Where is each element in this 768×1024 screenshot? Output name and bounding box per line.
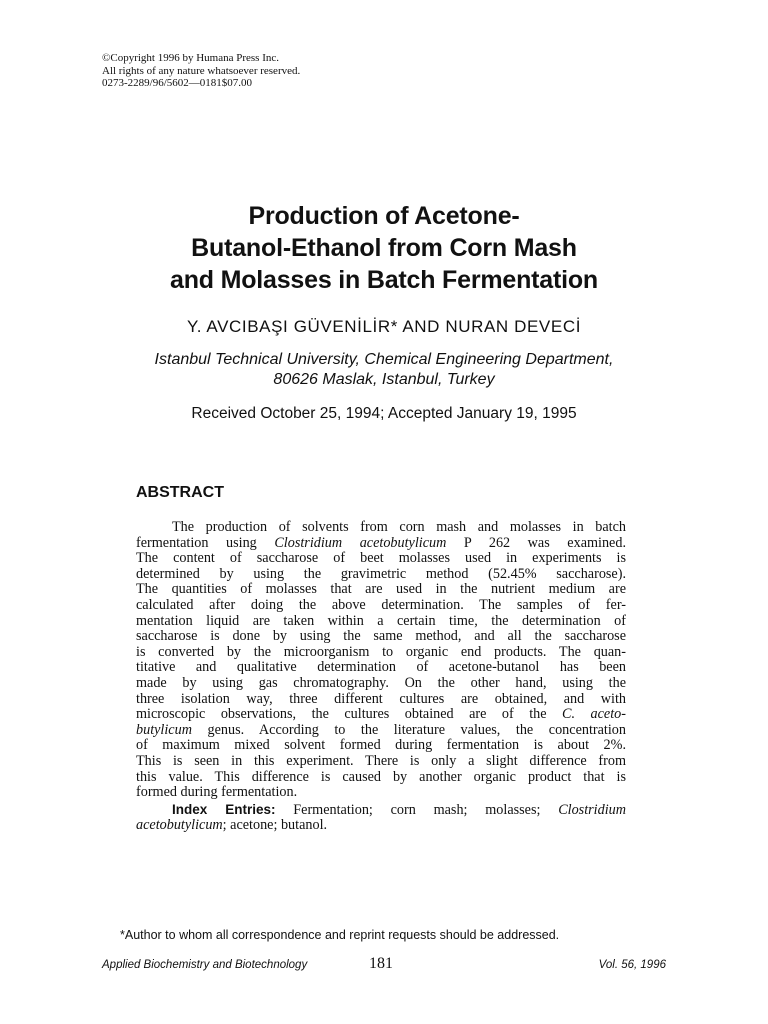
abstract-line: titative and qualitative determination of acetone-butanol has been	[136, 659, 626, 676]
paper-title	[0, 200, 768, 296]
volume-info: Vol. 56, 1996	[598, 959, 666, 971]
author-list: Y. AVCIBAŞI GÜVENİLİR* AND NURAN DEVECİ	[186, 317, 582, 336]
issn-line: 0273-2289/96/5602—0181$07.00	[102, 77, 253, 89]
abstract-line: made by using gas chromatography. On the other hand, using the	[136, 674, 626, 691]
affiliation	[0, 350, 768, 390]
abstract-line: calculated after doing the above determination. The samples of fer-	[136, 596, 626, 613]
abstract-line: The quantities of molasses that are used in the nutrient medium are	[136, 581, 626, 598]
abstract-line: butylicum genus. According to the literature values, the concentration	[136, 721, 626, 738]
page-number: 181	[369, 955, 393, 972]
abstract-line: microscopic observations, the cultures obtained are of the C. aceto-	[136, 706, 626, 723]
abstract-body	[136, 520, 626, 834]
title-line-3: and Molasses in Batch Fermentation	[169, 266, 598, 294]
abstract-heading: ABSTRACT	[136, 484, 224, 501]
abstract-line: The production of solvents from corn mash and molasses in batch	[172, 519, 626, 535]
abstract-line: three isolation way, three different cultures are obtained, and with	[136, 690, 626, 707]
copyright-notice	[102, 52, 300, 90]
abstract-line: formed during fermentation.	[136, 784, 298, 801]
abstract-line: saccharose is done by using the same method, and all the saccharose	[136, 628, 626, 645]
correspondence-footnote: *Author to whom all correspondence and reprint requests should be addressed.	[120, 928, 560, 942]
index-entries-label: Index Entries:	[172, 801, 276, 817]
affiliation-line-2: 80626 Maslak, Istanbul, Turkey	[273, 371, 495, 388]
abstract-line: of maximum mixed solvent formed during fermentation is about 2%.	[136, 737, 626, 754]
title-line-1: Production of Acetone-	[248, 202, 520, 230]
abstract-line: mentation liquid are taken within a certain time, the determination of	[136, 612, 626, 629]
index-entries: Index Entries: Fermentation; corn mash; molasses; Clostridium	[172, 801, 626, 818]
rights-line: All rights of any nature whatsoever reserved.	[102, 64, 301, 77]
received-dates: Received October 25, 1994; Accepted January 19, 1995	[191, 405, 577, 422]
abstract-line: this value. This difference is caused by another organic product that is	[136, 768, 626, 785]
index-entries-cont: acetobutylicum; acetone; butanol.	[136, 817, 328, 834]
journal-name: Applied Biochemistry and Biotechnology	[102, 959, 308, 971]
copyright-line: ©Copyright 1996 by Humana Press Inc.	[102, 52, 280, 64]
affiliation-line-1: Istanbul Technical University, Chemical Engineering Department,	[154, 351, 614, 368]
abstract-line: is converted by the microorganism to organic end products. The quan-	[136, 643, 626, 660]
title-line-2: Butanol-Ethanol from Corn Mash	[191, 234, 577, 262]
abstract-line: The content of saccharose of beet molasses used in experiments is	[136, 550, 626, 567]
abstract-line: determined by using the gravimetric method (52.45% saccharose).	[136, 565, 626, 582]
abstract-line: This is seen in this experiment. There is only a slight difference from	[136, 752, 626, 769]
abstract-line: fermentation using Clostridium acetobutylicum P 262 was examined.	[136, 534, 626, 551]
